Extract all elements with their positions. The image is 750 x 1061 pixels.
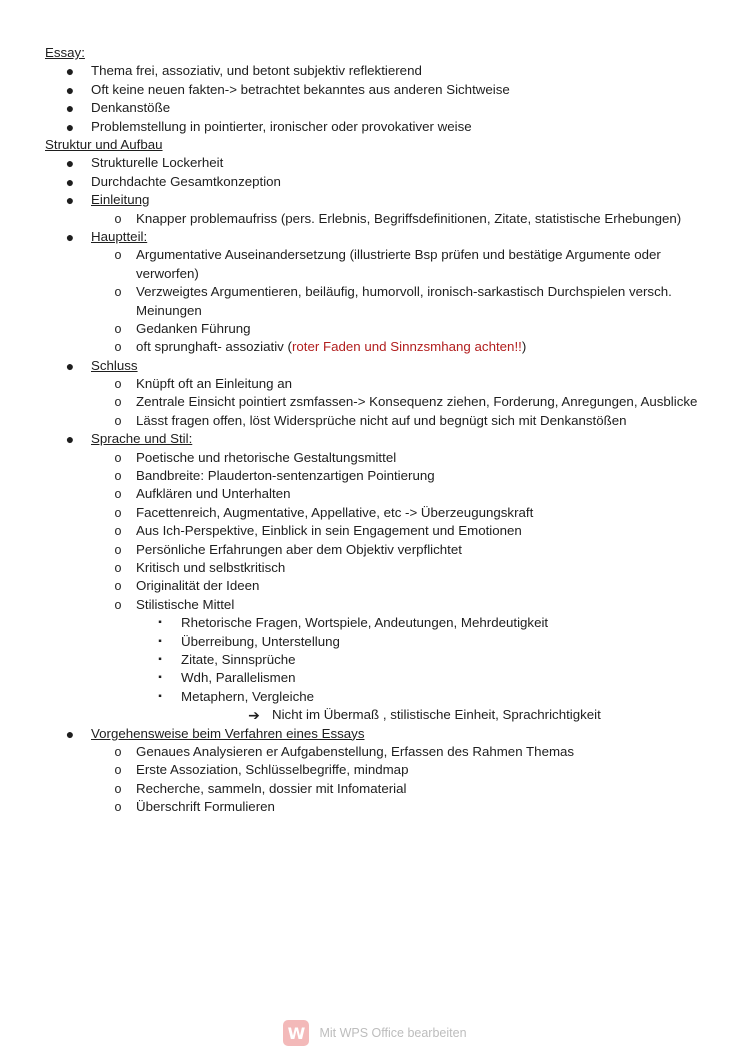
list-item-text: Argumentative Auseinandersetzung (illustrierte Bsp prüfen und bestätige Argumente oder verworfen) [136, 247, 661, 281]
list-item [0, 154, 750, 172]
bullet-icon: ● [65, 431, 75, 448]
list-item-text: Einleitung [91, 192, 150, 208]
sub-sub-list-item [0, 614, 750, 632]
list-item [0, 81, 750, 99]
sub-list-item [0, 412, 750, 430]
list-item-text: Aus Ich-Perspektive, Einblick in sein Engagement und Emotionen [136, 523, 522, 539]
arrow-right-icon: ➔ [248, 707, 260, 724]
sub-sub-list-item [0, 651, 750, 669]
sub-list-item [0, 798, 750, 816]
sub-list-item [0, 320, 750, 338]
list-item-text: Überreibung, Unterstellung [181, 633, 340, 649]
list-item-text: Aufklären und Unterhalten [136, 486, 291, 502]
circle-bullet-icon: o [114, 542, 122, 557]
circle-bullet-icon: o [114, 487, 122, 502]
bullet-icon: ● [65, 357, 75, 374]
list-item-text [136, 338, 750, 356]
circle-bullet-icon: o [114, 505, 122, 520]
square-bullet-icon: ▪ [158, 653, 162, 665]
square-bullet-icon: ▪ [158, 635, 162, 647]
bullet-icon: ● [65, 81, 75, 98]
sub-list-item [0, 761, 750, 779]
list-item [0, 62, 750, 80]
circle-bullet-icon: o [114, 248, 122, 263]
list-item-text: Bandbreite: Plauderton-sentenzartigen Pointierung [136, 468, 435, 484]
circle-bullet-icon: o [114, 781, 122, 796]
list-item-text: Poetische und rhetorische Gestaltungsmittel [136, 449, 397, 465]
sub-list-item [0, 246, 750, 283]
bullet-icon: ● [65, 228, 75, 245]
list-item-text: Kritisch und selbstkritisch [136, 560, 286, 576]
list-item-text: Originalität der Ideen [136, 578, 260, 594]
red-highlight-text: roter Faden und Sinnzsmhang achten!! [291, 339, 522, 355]
list-item-text: Vorgehensweise beim Verfahren eines Essays [91, 725, 365, 741]
list-item [0, 118, 750, 136]
list-item-text: Überschrift Formulieren [136, 799, 275, 815]
list-item-text: Persönliche Erfahrungen aber dem Objektiv verpflichtet [136, 541, 462, 557]
sub-sub-list-item [0, 633, 750, 651]
struktur-heading: Struktur und Aufbau [45, 136, 163, 152]
circle-bullet-icon: o [114, 340, 122, 355]
square-bullet-icon: ▪ [158, 690, 162, 702]
text-prefix: oft sprunghaft- assoziativ ( [136, 339, 292, 355]
circle-bullet-icon: o [114, 285, 122, 300]
list-item-text: Verzweigtes Argumentieren, beiläufig, humorvoll, ironisch-sarkastisch Durchspielen versch. Meinungen [136, 284, 672, 318]
square-bullet-icon: ▪ [158, 617, 162, 629]
bullet-icon: ● [65, 192, 75, 209]
list-item-text: Hauptteil: [91, 228, 148, 244]
list-item-text: Recherche, sammeln, dossier mit Infomaterial [136, 780, 407, 796]
wps-edit-text: Mit WPS Office bearbeiten [319, 1026, 467, 1040]
list-item-text: Wdh, Parallelismen [181, 670, 296, 686]
list-item-text: Zitate, Sinnsprüche [181, 651, 296, 667]
sub-sub-list-item [0, 669, 750, 687]
circle-bullet-icon: o [114, 321, 122, 336]
list-item-text: Genaues Analysieren er Aufgabenstellung, Erfassen des Rahmen Themas [136, 743, 575, 759]
bullet-icon: ● [65, 173, 75, 190]
sub-list-item [0, 577, 750, 595]
sub-list-item [0, 559, 750, 577]
circle-bullet-icon: o [114, 413, 122, 428]
list-item-text: Problemstellung in pointierter, ironischer oder provokativer weise [91, 118, 472, 134]
list-item [0, 173, 750, 191]
bullet-icon: ● [65, 118, 75, 135]
circle-bullet-icon: o [114, 524, 122, 539]
list-item [0, 99, 750, 117]
bullet-icon: ● [65, 63, 75, 80]
circle-bullet-icon: o [114, 800, 122, 815]
sub-list-item [0, 485, 750, 503]
list-item-text: Sprache und Stil: [91, 431, 193, 447]
sub-list-item [0, 338, 750, 356]
text-suffix: ) [521, 339, 527, 355]
list-item-text: Gedanken Führung [136, 320, 251, 336]
list-item-text: Knapper problemaufriss (pers. Erlebnis, Begriffsdefinitionen, Zitate, statistische Erhebungen) [136, 210, 682, 226]
list-item-text: Durchdachte Gesamtkonzeption [91, 173, 281, 189]
list-item-text: Denkanstöße [91, 100, 171, 116]
sub-list-item [0, 596, 750, 614]
list-item-text: Rhetorische Fragen, Wortspiele, Andeutungen, Mehrdeutigkeit [181, 615, 549, 631]
list-item-text: Oft keine neuen fakten-> betrachtet bekanntes aus anderen Sichtweise [91, 81, 510, 97]
sub-list-item [0, 449, 750, 467]
list-item-text: Knüpft oft an Einleitung an [136, 376, 292, 392]
circle-bullet-icon: o [114, 579, 122, 594]
circle-bullet-icon: o [114, 469, 122, 484]
circle-bullet-icon: o [114, 744, 122, 759]
sub-list-item [0, 780, 750, 798]
sub-list-item [0, 541, 750, 559]
list-item-text: Stilistische Mittel [136, 596, 235, 612]
sub-sub-list-item [0, 688, 750, 706]
list-item-text: Metaphern, Vergleiche [181, 688, 315, 704]
bullet-icon: ● [65, 155, 75, 172]
sub-list-item [0, 504, 750, 522]
wps-edit-banner[interactable] [0, 1018, 750, 1048]
sub-list-item [0, 467, 750, 485]
hauptteil-heading [0, 228, 750, 246]
circle-bullet-icon: o [114, 377, 122, 392]
schluss-heading [0, 357, 750, 375]
circle-bullet-icon: o [114, 395, 122, 410]
bullet-icon: ● [65, 725, 75, 742]
list-item-text: Lässt fragen offen, löst Widersprüche nicht auf und begnügt sich mit Denkanstößen [136, 412, 627, 428]
list-item-text: Erste Assoziation, Schlüsselbegriffe, mindmap [136, 762, 409, 778]
essay-heading: Essay: [45, 45, 85, 60]
list-item-text: Zentrale Einsicht pointiert zsmfassen-> Konsequenz ziehen, Forderung, Anregungen, Ausblicke [136, 394, 698, 410]
arrow-note-text: Nicht im Übermaß , stilistische Einheit, Sprachrichtigkeit [272, 707, 601, 723]
arrow-note [0, 706, 750, 724]
circle-bullet-icon: o [114, 450, 122, 465]
circle-bullet-icon: o [114, 211, 122, 226]
bullet-icon: ● [65, 100, 75, 117]
square-bullet-icon: ▪ [158, 672, 162, 684]
vorgehen-heading [0, 725, 750, 743]
sub-list-item [0, 522, 750, 540]
circle-bullet-icon: o [114, 597, 122, 612]
document-page [0, 44, 750, 816]
circle-bullet-icon: o [114, 561, 122, 576]
sprache-heading [0, 430, 750, 448]
sub-list-item [0, 393, 750, 411]
sub-list-item [0, 375, 750, 393]
sub-list-item [0, 210, 750, 228]
wps-logo-icon: W [283, 1020, 309, 1046]
sub-list-item [0, 743, 750, 761]
list-item-text: Thema frei, assoziativ, und betont subjektiv reflektierend [91, 63, 422, 79]
list-item-text: Schluss [91, 357, 138, 373]
einleitung-heading [0, 191, 750, 209]
list-item-text: Facettenreich, Augmentative, Appellative, etc -> Überzeugungskraft [136, 504, 534, 520]
sub-list-item [0, 283, 750, 320]
circle-bullet-icon: o [114, 763, 122, 778]
list-item-text: Strukturelle Lockerheit [91, 155, 224, 171]
